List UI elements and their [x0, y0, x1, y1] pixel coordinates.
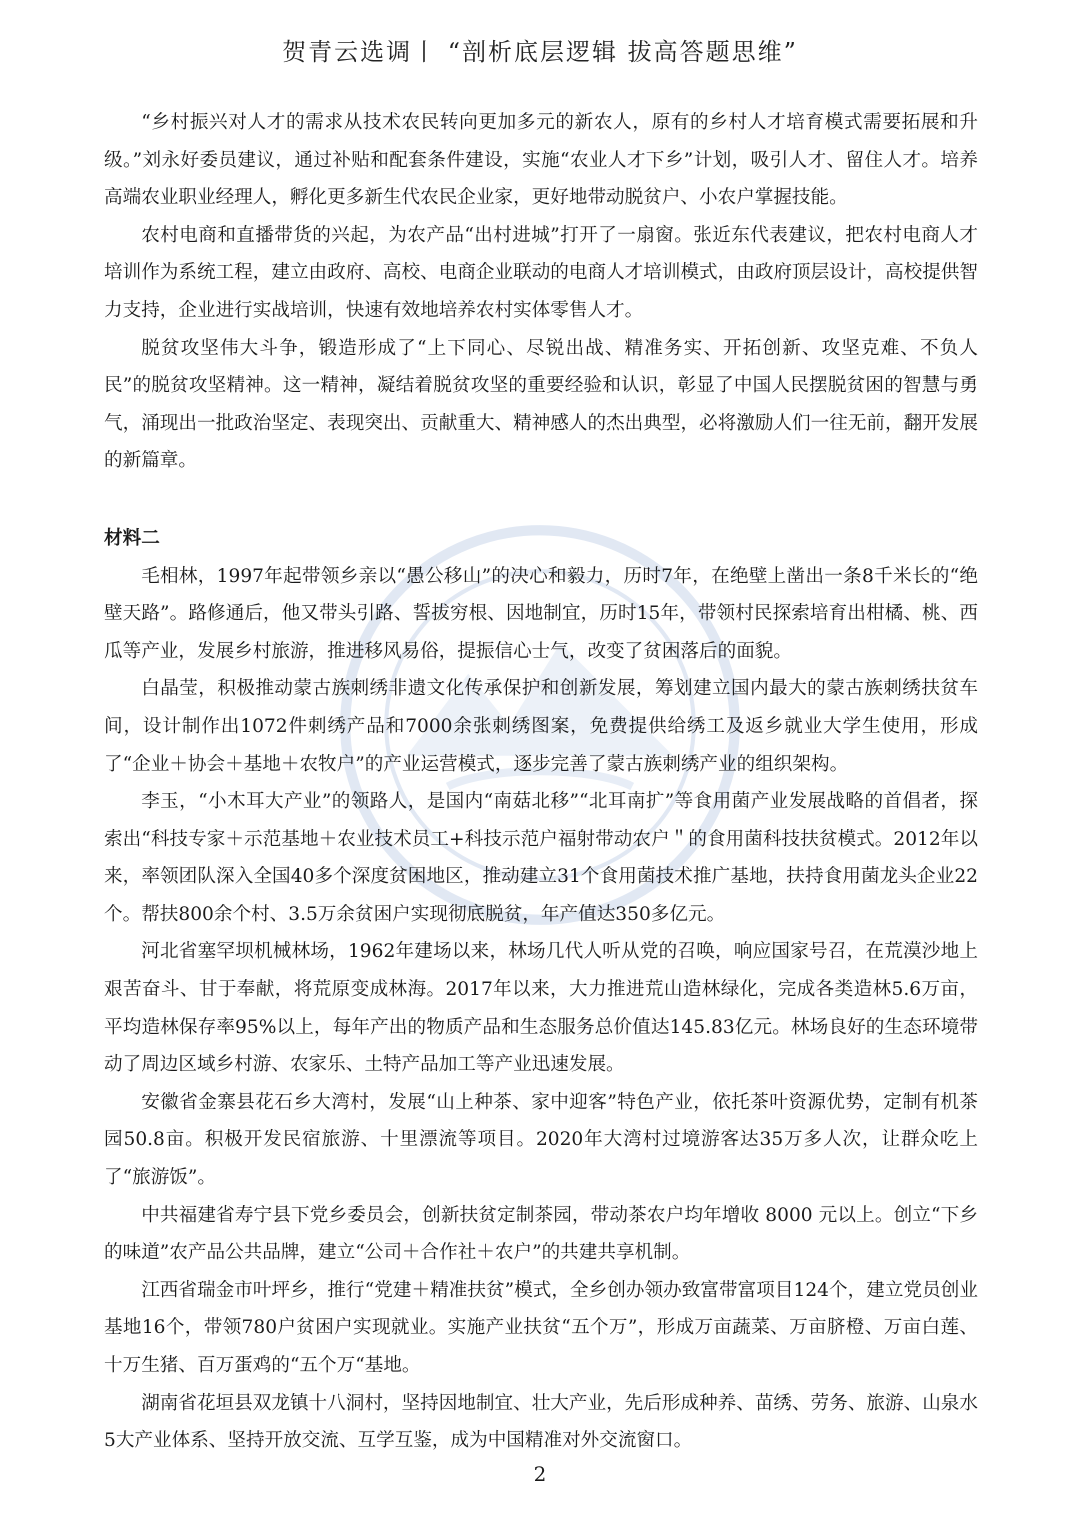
intro-paragraph: “乡村振兴对人才的需求从技术农民转向更加多元的新农人，原有的乡村人才培育模式需要拓展和升级。”刘永好委员建议，通过补贴和配套条件建设，实施“农业人才下乡”计划，吸引人才、留住人才。培养高端农业职业经理人，孵化更多新生代农民企业家，更好地带动脱贫户、小农户掌握技能。 [104, 112, 978, 209]
intro-paragraph: 脱贫攻坚伟大斗争，锻造形成了“上下同心、尽锐出战、精准务实、开拓创新、攻坚克难、不负人民”的脱贫攻坚精神。这一精神，凝结着脱贫攻坚的重要经验和认识，彰显了中国人民摆脱贫困的智慧与勇气，涌现出一批政治坚定、表现突出、贡献重大、精神感人的杰出典型，必将激励人们一往无前，翻开发展的新篇章。 [104, 337, 978, 472]
section-paragraph: 李玉，“小木耳大产业”的领路人，是国内“南菇北移”“北耳南扩”等食用菌产业发展战略的首倡者，探索出“科技专家＋示范基地＋农业技术员工+科技示范户福射带动农户＂的食用菌科技扶贫模式。2012年以来，率领团队深入全国40多个深度贫困地区，推动建立31个食用菌技术推广基地，扶持食用菌龙头企业22个。帮扶800余个村、3.5万余贫困户实现彻底脱贫，年产值达350多亿元。 [104, 791, 978, 925]
section-paragraph: 河北省塞罕坝机械林场，1962年建场以来，林场几代人听从党的召唤，响应国家号召，在荒漠沙地上艰苦奋斗、甘于奉献，将荒原变成林海。2017年以来，大力推进荒山造林绿化，完成各类造林5.6万亩，平均造林保存率95%以上，每年产出的物质产品和生态服务总价值达145.83亿元。林场良好的生态环境带动了周边区域乡村游、农家乐、土特产品加工等产业迅速发展。 [104, 941, 978, 1076]
section-spacer [104, 480, 978, 520]
intro-paragraph: 农村电商和直播带货的兴起，为农产品“出村进城”打开了一扇窗。张近东代表建议，把农村电商人才培训作为系统工程，建立由政府、高校、电商企业联动的电商人才培训模式，由政府顶层设计，高校提供智力支持，企业进行实战培训，快速有效地培养农村实体零售人才。 [104, 224, 978, 321]
section-paragraph: 白晶莹，积极推动蒙古族刺绣非遗文化传承保护和创新发展，筹划建立国内最大的蒙古族刺绣扶贫车间，设计制作出1072件刺绣产品和7000余张刺绣图案，免费提供给绣工及返乡就业大学生使用，形成了“企业＋协会＋基地＋农牧户”的产业运营模式，逐步完善了蒙古族刺绣产业的组织架构。 [104, 678, 978, 775]
page-number: 2 [533, 1462, 547, 1486]
section-paragraph: 毛相林，1997年起带领乡亲以“愚公移山”的决心和毅力，历时7年，在绝壁上凿出一条8千米长的“绝壁天路”。路修通后，他又带头引路、誓拔穷根、因地制宜，历时15年，带领村民探索培育出柑橘、桃、西瓜等产业，发展乡村旅游，推进移风易俗，提振信心士气，改变了贫困落后的面貌。 [104, 565, 978, 662]
document-body [104, 104, 978, 1460]
page-header: 贺青云选调丨 “剖析底层逻辑 拔高答题思维” [282, 38, 798, 66]
section-paragraph: 湖南省花垣县双龙镇十八洞村，坚持因地制宜、壮大产业，先后形成种养、苗绣、劳务、旅游、山泉水5大产业体系、坚持开放交流、互学互鉴，成为中国精准对外交流窗口。 [104, 1392, 978, 1452]
section-title: 材料二 [104, 527, 160, 549]
section-paragraph: 中共福建省寿宁县下党乡委员会，创新扶贫定制茶园，带动茶农户均年增收 8000 元以上。创立“下乡的味道”农产品公共品牌，建立“公司＋合作社＋农户”的共建共享机制。 [104, 1204, 978, 1264]
section-paragraph: 江西省瑞金市叶坪乡，推行“党建＋精准扶贫”模式，全乡创办领办致富带富项目124个，建立党员创业基地16个，带领780户贫困户实现就业。实施产业扶贫“五个万”，形成万亩蔬菜、万亩脐橙、万亩白莲、十万生猪、百万蛋鸡的“五个万“基地。 [104, 1279, 978, 1376]
section-paragraph: 安徽省金寨县花石乡大湾村，发展“山上种茶、家中迎客”特色产业，依托茶叶资源优势，定制有机茶园50.8亩。积极开发民宿旅游、十里漂流等项目。2020年大湾村过境游客达35万多人次，让群众吃上了“旅游饭”。 [104, 1091, 978, 1189]
